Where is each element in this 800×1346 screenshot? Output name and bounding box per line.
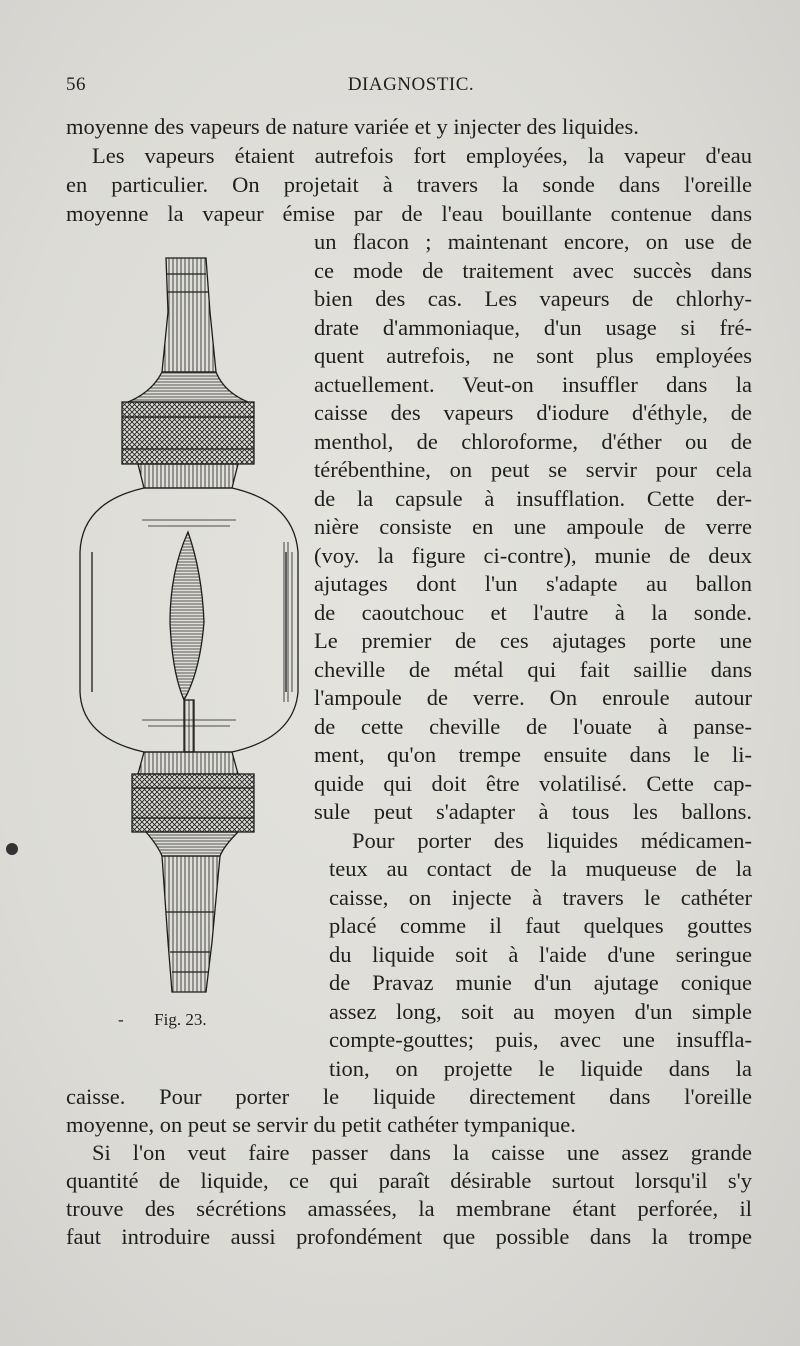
figure-caption <box>118 1010 207 1030</box>
text-line: nière consiste en une ampoule de verre <box>314 514 752 539</box>
text-line: cheville de métal qui fait saillie dans <box>314 657 752 682</box>
text-line: térébenthine, on peut se servir pour cela <box>314 457 752 482</box>
text-line: quantité de liquide, ce qui paraît désirable surtout lorsqu'il s'y <box>66 1168 752 1193</box>
text-line: (voy. la figure ci-contre), munie de deux <box>314 543 752 568</box>
text-line: en particulier. On projetait à travers la sonde dans l'oreille <box>66 172 752 197</box>
text-line: de caoutchouc et l'autre à la sonde. <box>314 600 752 625</box>
text-line: moyenne, on peut se servir du petit cathéter tympanique. <box>66 1112 576 1137</box>
caption-text: Fig. 23. <box>154 1010 207 1029</box>
text-line: de cette cheville de l'ouate à panse- <box>314 714 752 739</box>
text-line: faut introduire aussi profondément que possible dans la trompe <box>66 1224 752 1249</box>
page-number: 56 <box>66 74 86 95</box>
text-line: caisse. Pour porter le liquide directement dans l'oreille <box>66 1084 752 1109</box>
text-line: compte-gouttes; puis, avec une insuffla- <box>329 1027 752 1052</box>
text-line: actuellement. Veut-on insuffler dans la <box>314 372 752 397</box>
text-line: moyenne la vapeur émise par de l'eau bouillante contenue dans <box>66 201 752 226</box>
text-line: menthol, de chloroforme, d'éther ou de <box>314 429 752 454</box>
running-title: DIAGNOSTIC. <box>347 74 475 95</box>
text-line: du liquide soit à l'aide d'une seringue <box>329 942 752 967</box>
margin-dot <box>6 843 18 855</box>
text-line: sule peut s'adapter à tous les ballons. <box>314 799 752 824</box>
text-line: bien des cas. Les vapeurs de chlorhy- <box>314 286 752 311</box>
text-line: placé comme il faut quelques gouttes <box>329 913 752 938</box>
text-line: quide qui doit être volatilisé. Cette cap- <box>314 771 752 796</box>
text-line: Si l'on veut faire passer dans la caisse une assez grande <box>92 1140 752 1165</box>
text-line: quent autrefois, ne sont plus employées <box>314 343 752 368</box>
text-line: drate d'ammoniaque, d'un usage si fré- <box>314 315 752 340</box>
text-line: moyenne des vapeurs de nature variée et y injecter des liquides. <box>66 114 639 139</box>
insufflation-capsule-illustration <box>72 252 312 1002</box>
page-header <box>66 74 756 100</box>
text-line: teux au contact de la muqueuse de la <box>329 856 752 881</box>
text-line: ment, qu'on trempe ensuite dans le li- <box>314 742 752 767</box>
text-line: trouve des sécrétions amassées, la membrane étant perforée, il <box>66 1196 752 1221</box>
caption-dash: - <box>118 1010 124 1029</box>
text-line: tion, on projette le liquide dans la <box>329 1056 752 1081</box>
text-line: un flacon ; maintenant encore, on use de <box>314 229 752 254</box>
text-line: caisse, on injecte à travers le cathéter <box>329 885 752 910</box>
text-line: caisse des vapeurs d'iodure d'éthyle, de <box>314 400 752 425</box>
text-line: Le premier de ces ajutages porte une <box>314 628 752 653</box>
text-line: Pour porter des liquides médicamen- <box>352 828 752 853</box>
text-line: de la capsule à insufflation. Cette der- <box>314 486 752 511</box>
text-line: ce mode de traitement avec succès dans <box>314 258 752 283</box>
text-line: de Pravaz munie d'un ajutage conique <box>329 970 752 995</box>
text-line: l'ampoule de verre. On enroule autour <box>314 685 752 710</box>
text-line: Les vapeurs étaient autrefois fort employées, la vapeur d'eau <box>92 143 752 168</box>
text-line: ajutages dont l'un s'adapte au ballon <box>314 571 752 596</box>
text-line: assez long, soit au moyen d'un simple <box>329 999 752 1024</box>
